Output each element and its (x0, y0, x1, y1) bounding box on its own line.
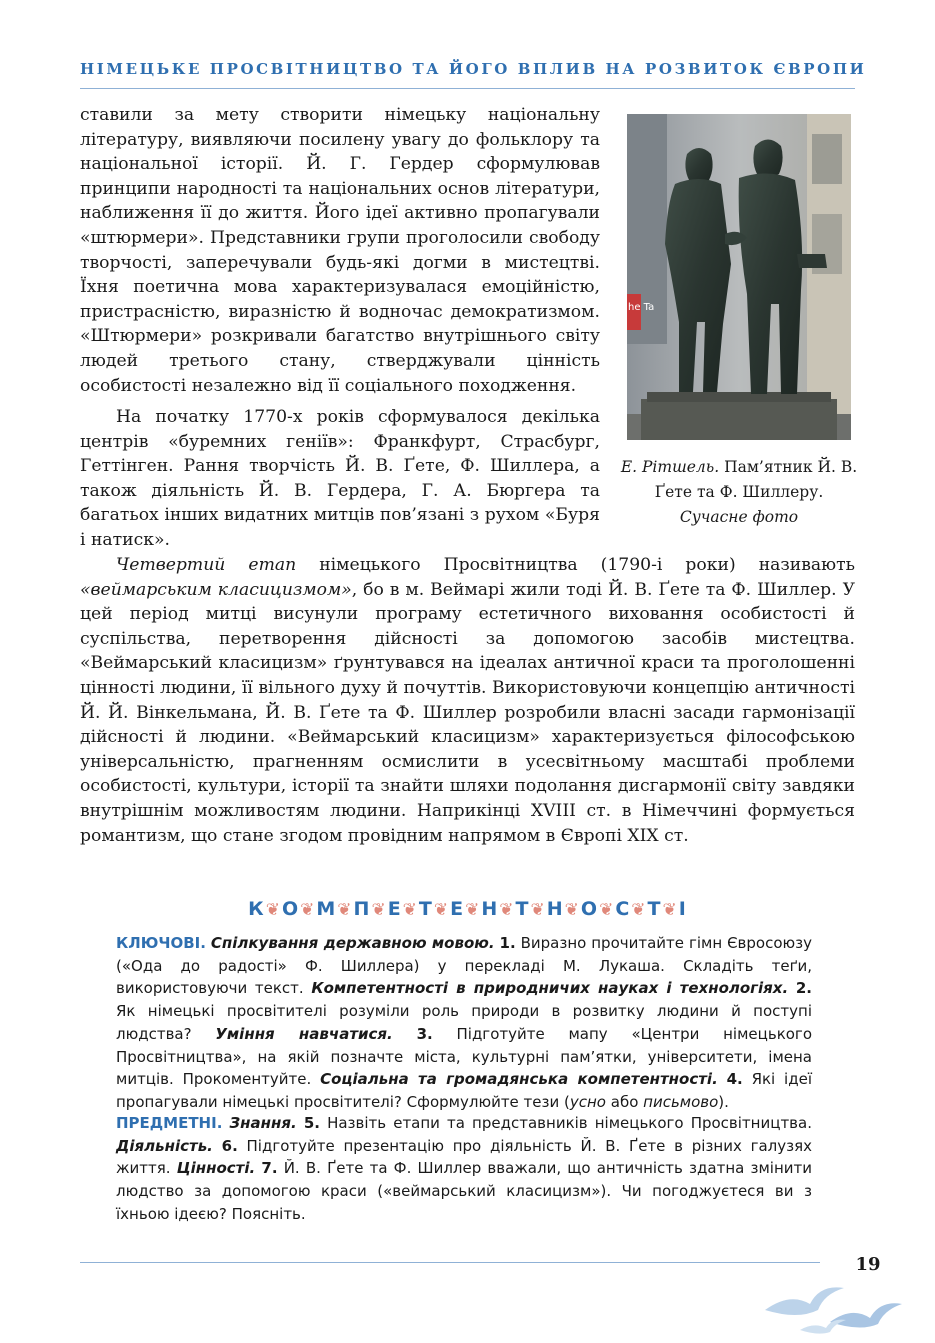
task-number: 1. (499, 934, 516, 952)
page-number: 19 (855, 1254, 881, 1275)
title-letter: Н (481, 898, 499, 920)
competency-name: Компетентності в природничих науках і технологіях. (311, 979, 789, 998)
task-text: Назвіть етапи та представників німецького Просвітництва. (319, 1114, 812, 1132)
title-letter: С (615, 898, 631, 920)
competency-name: Спілкування державною мовою. (210, 934, 495, 952)
task-text: або (605, 1092, 644, 1111)
title-letter: П (353, 898, 371, 920)
competency-name: Цінності. (176, 1159, 256, 1178)
task-text: Й. В. Ґете та Ф. Шиллер вважали, що античність здатна змінити людство за допомогою краси («веймарський класицизм»). Чи погоджуєтеся ви з їхньою ідеєю? Поясніть. (116, 1159, 812, 1223)
task-number: 2. (795, 979, 812, 998)
task-text: Підготуйте мапу «Центри німецького Просвітництва», на якій позначте міста, культурні пам’ятки, університети, імена митців. Прокоментуйте. (116, 1024, 812, 1089)
competency-name: Знання. (229, 1114, 297, 1132)
text-run: , бо в м. Веймарі жили тоді Й. В. Ґете та Ф. Шиллер. У цей період митці висунули програму естетичного виховання особистості й суспільства, перетворення дійсності за допомогою засобів мистецтва. «Веймарський класицизм» ґрунтувався на ідеалах античної краси та проголошенні цінності людини, її вільного духу й почуттів. Використовуючи концепцію античності Й. Й. Вінкельмана, Й. В. Ґете та Ф. Шиллер розробили власні засади гармонізації дійсності й людини. «Веймарський класицизм» характеризується філософською універсальністю, прагненням осмислити в усесвітньому масштабі проблеми особистості, культури, історії та знайти шляхи подолання дисгармонії світу завдяки внутрішнім можливостям людини. Наприкінці XVIII ст. в Німеччині формується романтизм, що стане згодом провідним напрямом в Європі XIX ст. (80, 579, 855, 846)
background-sign-text: he Ta (628, 302, 655, 313)
competency-name: Діяльність. (116, 1136, 213, 1155)
task-number: 4. (726, 1070, 743, 1089)
footer-rule (80, 1262, 820, 1263)
term-fourth-stage: Четвертий етап (116, 555, 297, 575)
task-number: 5. (303, 1114, 320, 1132)
ornament-icon: ❦ (371, 900, 387, 920)
key-label: КЛЮЧОВІ. (116, 934, 206, 952)
title-letter: І (678, 898, 687, 920)
title-letter: К (248, 898, 265, 920)
task-text-italic: письмово (643, 1092, 719, 1111)
ornament-icon: ❦ (402, 900, 418, 920)
task-text: ). (718, 1092, 729, 1111)
paragraph-sturm-und-drang: ставили за мету створити німецьку національну літературу, виявляючи посилену увагу до фольклору та національної історії. Й. Г. Гердер сформулював принципи народності та національних основ літератури, наближення її до життя. Його ідеї активно пропагували «штюрмери». Представники групи проголосили свободу творчості, заперечували будь-які догми в мистецтві. Їхня поетична мова характеризувалася емоційністю, пристрасністю, виразністю й водночас демократизмом. «Штюрмери» розкривали багатство внутрішнього світу людей третього стану, стверджували цінність особистості незалежно від її соціального походження. (80, 105, 600, 396)
task-text: Виразно прочитайте гімн Євросоюзу («Ода до радості» Ф. Шиллера) у перекладі М. Лукаша. Складіть теґи, використовуючи текст. (116, 934, 812, 998)
task-text-italic: усно (569, 1092, 606, 1111)
task-number: 7. (261, 1159, 278, 1178)
title-letter: Т (418, 898, 433, 920)
task-number: 3. (416, 1024, 433, 1043)
caption-author: Е. Рітшель. (620, 458, 720, 476)
ornament-icon: ❦ (300, 900, 316, 920)
task-number: 6. (221, 1136, 238, 1155)
header-rule (80, 88, 855, 89)
caption-text: Пам’ятник Й. В. Ґете та Ф. Шиллеру. (654, 458, 858, 501)
competency-name: Уміння навчатися. (215, 1024, 393, 1043)
ornament-icon: ❦ (265, 900, 281, 920)
ornament-icon: ❦ (631, 900, 647, 920)
goethe-schiller-monument-image (627, 114, 851, 440)
ornament-icon: ❦ (337, 900, 353, 920)
paragraph-weimar-classicism (80, 553, 855, 848)
ornament-icon: ❦ (465, 900, 481, 920)
caption-note: Сучасне фото (679, 508, 799, 526)
title-letter: Н (546, 898, 564, 920)
photo-caption (620, 455, 858, 530)
competencies-title (80, 898, 855, 920)
title-letter: М (316, 898, 337, 920)
running-header: НІМЕЦЬКЕ ПРОСВІТНИЦТВО ТА ЙОГО ВПЛИВ НА РОЗВИТОК ЄВРОПИ (80, 60, 867, 78)
title-letter: О (281, 898, 300, 920)
ornament-icon: ❦ (530, 900, 546, 920)
task-text: Які ідеї пропагували німецькі просвітителі? Сформулюйте тези ( (116, 1070, 812, 1111)
subject-competencies-block (116, 1112, 812, 1226)
ornament-icon: ❦ (564, 900, 580, 920)
competency-name: Соціальна та громадянська компетентності. (320, 1070, 718, 1089)
text-run: німецького Просвітництва (1790-і роки) називають (296, 555, 855, 575)
monument-photo (627, 114, 851, 440)
title-letter: О (580, 898, 599, 920)
term-weimar-classicism: «веймарським класицизмом» (80, 579, 352, 600)
subject-label: ПРЕДМЕТНІ. (116, 1114, 223, 1132)
title-letter: Е (387, 898, 402, 920)
ornament-icon: ❦ (599, 900, 615, 920)
ornament-icon: ❦ (499, 900, 515, 920)
key-competencies-block (116, 932, 812, 1114)
task-text: Як німецькі просвітителі розуміли роль природи в розвитку людини й поступі людства? (116, 1002, 812, 1043)
title-letter: Е (450, 898, 465, 920)
title-letter: Т (515, 898, 530, 920)
paragraph-centres: На початку 1770-х років сформувалося декілька центрів «буремних геніїв»: Франкфурт, Страсбург, Геттінген. Рання творчість Й. В. Ґете, Ф. Шиллера, а також діяльність Й. В. Гердера, Г. А. Бюргера та багатьох інших видатних митців пов’язані з рухом «Буря і натиск». (80, 407, 600, 550)
title-letter: Т (647, 898, 662, 920)
birds-decoration-icon (760, 1270, 910, 1340)
ornament-icon: ❦ (433, 900, 450, 920)
ornament-icon: ❦ (662, 900, 678, 920)
task-text: Підготуйте презентацію про діяльність Й. В. Ґете в різних галузях життя. (116, 1136, 812, 1178)
